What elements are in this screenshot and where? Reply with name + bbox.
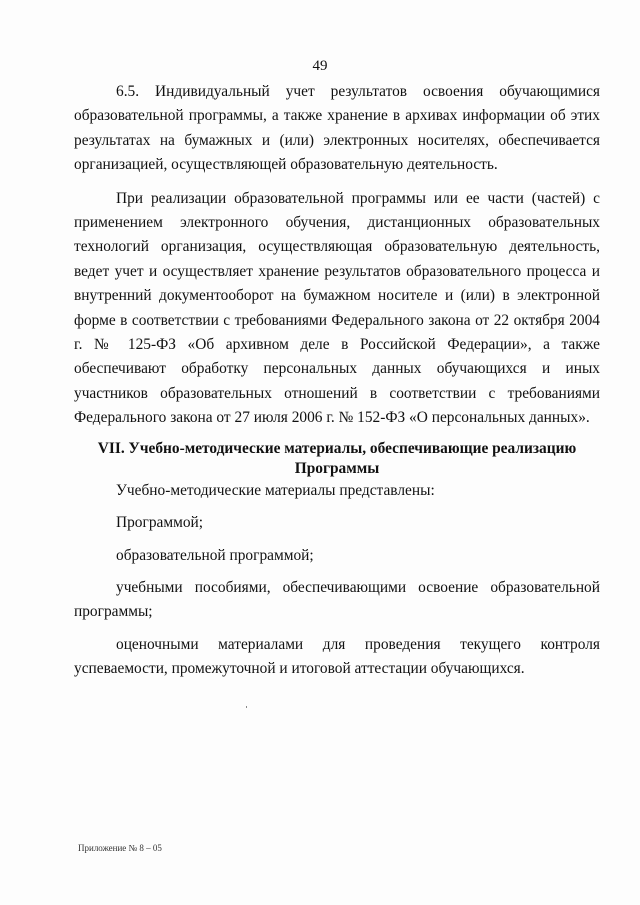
section-heading-line-1: VII. Учебно-методические материалы, обеспечивающие реализацию: [97, 439, 577, 457]
materials-intro: Учебно-методические материалы представлены:: [116, 481, 435, 499]
section-heading-line-2: Программы: [294, 459, 380, 477]
paragraph-electronic-learning: При реализации образовательной программы или ее части (частей) с применением электронного обучения, дистанционных образовательных технологий организация, осуществляющая образовательную деятельность, ведет учет и осуществляет хранение результатов образовательного процесса и внутренний документооборот на бумажном носителе и (или) в электронной форме в соответствии с требованиями Федерального закона от 22 октября 2004 г. № 125-ФЗ «Об архивном деле в Российской Федерации», а также обеспечивают обработку персональных данных обучающихся и иных участников образовательных отношений в соответствии с требованиями Федерального закона от 27 июля 2006 г. № 152-ФЗ «О персональных данных».: [74, 189, 600, 427]
list-item: образовательной программой;: [116, 546, 314, 564]
list-item: учебными пособиями, обеспечивающими освоение образовательной программы;: [74, 578, 600, 621]
paragraph-6-5: 6.5. Индивидуальный учет результатов освоения обучающимися образовательной программы, а также хранение в архивах информации об этих результатах на бумажных и (или) электронных носителях, обеспечивается организацией, осуществляющей образовательную деятельность.: [74, 83, 600, 174]
scan-speck: [246, 706, 247, 708]
document-body: [74, 80, 600, 682]
page-footer: Приложение № 8 – 05: [78, 843, 162, 853]
list-item: Программой;: [116, 514, 204, 532]
section-heading-vii: [74, 439, 600, 479]
list-item: оценочными материалами для проведения текущего контроля успеваемости, промежуточной и итоговой аттестации обучающихся.: [74, 635, 600, 678]
page-number: 49: [312, 58, 328, 74]
